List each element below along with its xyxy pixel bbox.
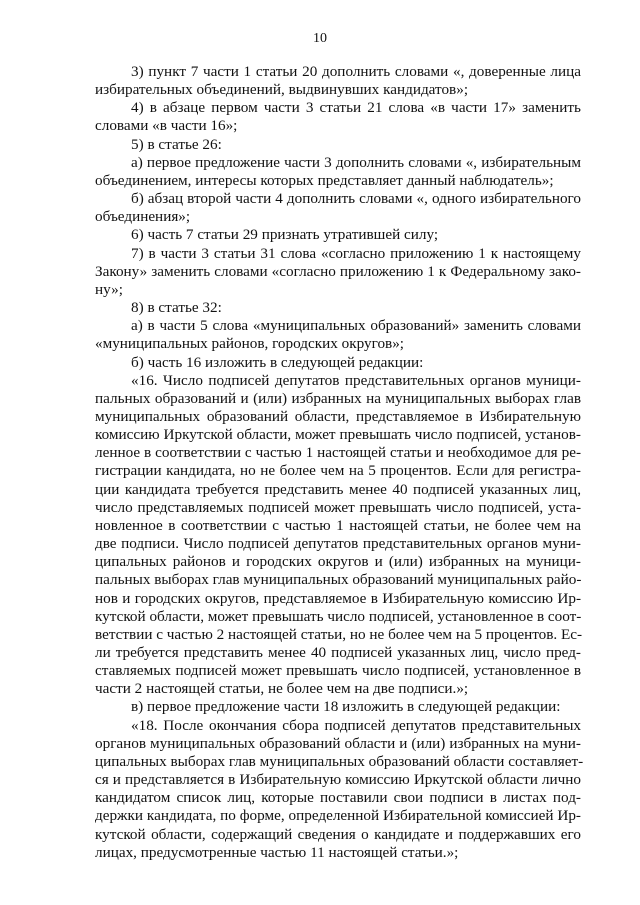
text-line: 3) пункт 7 части 1 статьи 20 дополнить словами «, доверенные лица (131, 63, 581, 80)
document-body (95, 63, 584, 862)
text-line: ципальных выборах глав муниципальных образований области составляет- (95, 752, 584, 770)
text-line: «муниципальных районов, городских округов»; (95, 335, 405, 353)
text-line: ципальных районов и городских округов и (или) избранных на муници- (95, 553, 581, 571)
text-line: ленное в соответствии с частью 1 настоящей статьи и необходимое для ре- (95, 444, 581, 462)
text-line: ся и представляется в Избирательную комиссию Иркутской области лично (95, 771, 581, 789)
text-line: гистрации кандидата, но не более чем на 5 процентов. Если для регистра- (95, 462, 581, 480)
text-line: ции кандидата требуется представить менее 40 подписей указанных лиц, (95, 480, 581, 498)
text-line: кандидатом список лиц, которые поставили свои подписи в листах под- (95, 789, 581, 807)
text-line: лицах, предусмотренные частью 11 настоящей статьи.»; (95, 843, 459, 861)
text-line: Закону» заменить словами «согласно приложению 1 к Федеральному зако- (95, 262, 581, 280)
text-line: а) первое предложение части 3 дополнить словами «, избирательным (131, 153, 581, 171)
text-line: 5) в статье 26: (131, 135, 222, 153)
text-line: 7) в части 3 статьи 31 слова «согласно приложению 1 к настоящему (131, 244, 581, 262)
text-line: 4) в абзаце первом части 3 статьи 21 слова «в части 17» заменить (131, 99, 581, 117)
text-line: муниципальных образований области, представляемое в Избирательную (95, 407, 581, 425)
text-line: новленное в соответствии с частью 1 настоящей статьи, не более чем на (95, 516, 581, 534)
text-line: части 2 настоящей статьи, не более чем на две подписи.»; (95, 680, 469, 698)
text-line: б) часть 16 изложить в следующей редакции: (131, 353, 424, 371)
text-line: кутской области, содержащий сведения о кандидате и поддержавших его (95, 825, 581, 843)
text-line: объединения»; (95, 208, 191, 226)
text-line: словами «в части 16»; (95, 117, 238, 135)
text-line: число представляемых подписей может превышать число подписей, уста- (95, 498, 581, 516)
page-number: 10 (313, 31, 327, 46)
text-line: комиссию Иркутской области, может превышать число подписей, установ- (95, 426, 581, 444)
text-line: ветствии с частью 2 настоящей статьи, но не более чем на 5 процентов. Ес- (95, 625, 583, 643)
text-line: 6) часть 7 статьи 29 признать утратившей силу; (131, 226, 439, 244)
text-line: 8) в статье 32: (131, 299, 222, 317)
text-line: в) первое предложение части 18 изложить в следующей редакции: (131, 698, 561, 716)
text-line: ну»; (95, 280, 123, 298)
text-line: б) абзац второй части 4 дополнить словами «, одного избирательного (131, 190, 581, 208)
text-line: держки кандидата, по форме, определенной Избирательной комиссией Ир- (95, 807, 581, 825)
text-line: а) в части 5 слова «муниципальных образований» заменить словами (131, 317, 581, 335)
text-line: пальных выборах глав муниципальных образований муниципальных райо- (95, 571, 582, 589)
text-line: пальных образований и (или) избранных на муниципальных выборах глав (95, 389, 581, 407)
text-line: кутской области, может превышать число подписей, установленное в соот- (95, 607, 582, 625)
text-line: ставляемых подписей может превышать число подписей, установленное в (95, 662, 581, 680)
text-line: избирательных объединений, выдвинувших кандидатов»; (95, 81, 469, 99)
text-line: ли требуется представить менее 40 подписей указанных лиц, число пред- (95, 644, 581, 661)
text-line: «18. После окончания сбора подписей депутатов представительных (131, 716, 581, 734)
text-line: органов муниципальных образований области и (или) избранных на муни- (95, 734, 581, 752)
text-line: объединением, интересы которых представляет данный наблюдатель»; (95, 171, 554, 189)
text-line: «16. Число подписей депутатов представительных органов муници- (131, 371, 581, 389)
text-line: нов и городских округов, представляемое в Избирательную комиссию Ир- (95, 589, 581, 607)
text-line: две подписи. Число подписей депутатов представительных органов муни- (95, 535, 581, 553)
